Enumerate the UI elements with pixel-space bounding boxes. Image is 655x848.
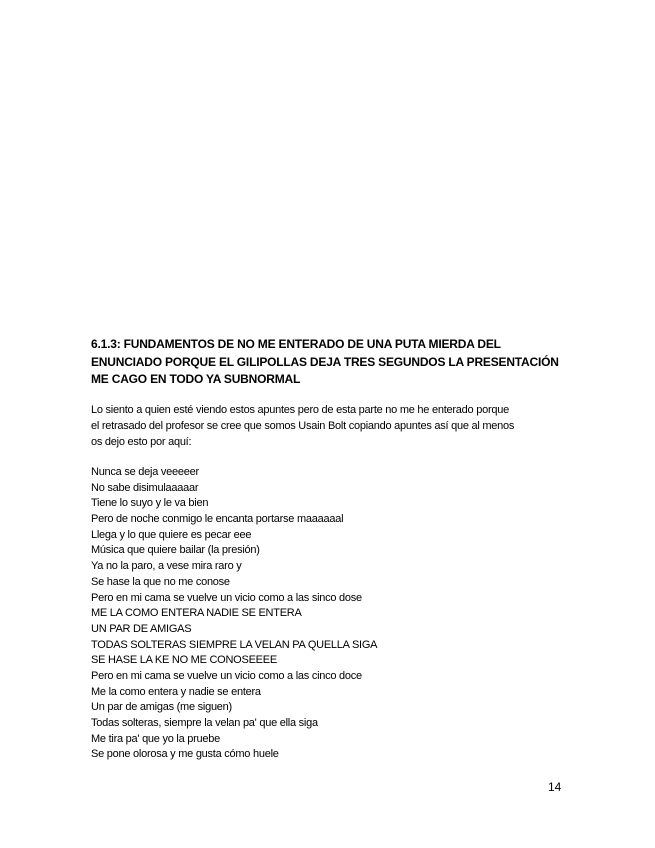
lyric-line: Música que quiere bailar (la presión): [91, 544, 260, 557]
lyrics-list: [91, 465, 571, 763]
section-heading-line: ENUNCIADO PORQUE EL GILIPOLLAS DEJA TRES SEGUNDOS LA PRESENTACIÓN: [91, 354, 559, 369]
lyric-line: TODAS SOLTERAS SIEMPRE LA VELAN PA QUELLA SIGA: [91, 638, 378, 651]
lyric-line: Me la como entera y nadie se entera: [91, 685, 261, 698]
lyric-line: Tiene lo suyo y le va bien: [91, 497, 209, 510]
lyric-line: Pero de noche conmigo le encanta portarse maaaaaal: [91, 513, 344, 526]
lyric-line: Llega y lo que quiere es pecar eee: [91, 528, 252, 541]
lyric-line: UN PAR DE AMIGAS: [91, 622, 192, 635]
section-heading-line: 6.1.3: FUNDAMENTOS DE NO ME ENTERADO DE UNA PUTA MIERDA DEL: [91, 337, 501, 351]
section-heading-line: ME CAGO EN TODO YA SUBNORMAL: [91, 372, 301, 386]
intro-line: el retrasado del profesor se cree que somos Usain Bolt copiando apuntes así que al menos: [91, 420, 515, 432]
intro-paragraph: [91, 402, 571, 450]
lyric-line: Todas solteras, siempre la velan pa' que ella siga: [91, 717, 318, 729]
intro-line: os dejo esto por aquí:: [91, 436, 192, 448]
lyric-line: Ya no la paro, a vese mira raro y: [91, 560, 242, 573]
lyric-line: No sabe disimulaaaaar: [91, 481, 199, 494]
lyric-line: Se hase la que no me conose: [91, 575, 230, 588]
page-number: 14: [548, 780, 562, 794]
lyric-line: SE HASE LA KE NO ME CONOSEEEE: [91, 654, 277, 667]
intro-line: Lo siento a quien esté viendo estos apuntes pero de esta parte no me he enterado porque: [91, 404, 509, 416]
lyric-line: Me tira pa' que yo la pruebe: [91, 732, 221, 745]
lyric-line: Pero en mi cama se vuelve un vicio como a las sinco dose: [91, 591, 362, 604]
section-heading: [91, 336, 571, 389]
lyric-line: Nunca se deja veeeeer: [91, 466, 199, 478]
lyric-line: ME LA COMO ENTERA NADIE SE ENTERA: [91, 607, 302, 620]
lyric-line: Pero en mi cama se vuelve un vicio como a las cinco doce: [91, 669, 362, 682]
lyric-line: Se pone olorosa y me gusta cómo huele: [91, 748, 279, 761]
lyric-line: Un par de amigas (me siguen): [91, 701, 232, 714]
